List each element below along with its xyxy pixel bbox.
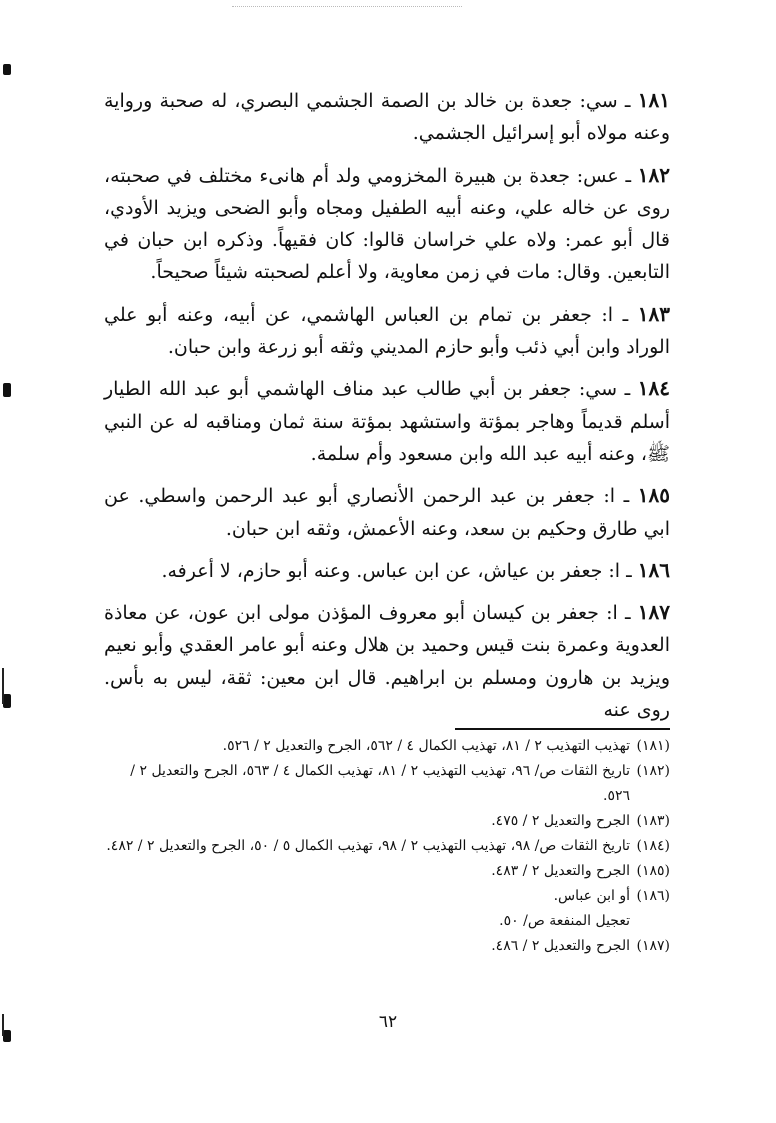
entry-text: ا: جعفر بن تمام بن العباس الهاشمي، عن أبيه، وعنه أبو علي الوراد وابن أبي ذئب وأبو حازم المديني وثقه أبو زرعة وابن حبان.	[104, 303, 670, 359]
scan-artifact	[3, 694, 11, 708]
entry-186	[104, 554, 670, 587]
footnote-text: تعجيل المنفعة ص/ ٥٠.	[499, 913, 630, 929]
footnote	[104, 759, 670, 809]
entry-number: ١٨٤	[637, 376, 670, 401]
entry-dash: ـ	[622, 303, 629, 326]
entry-text: ا: جعفر بن عبد الرحمن الأنصاري أبو عبد الرحمن واسطي. عن ابي طارق وحكيم بن سعد، وعنه الأعمش، وثقه ابن حبان.	[104, 485, 670, 540]
entry-dash: ـ	[625, 164, 632, 187]
entry-182	[104, 159, 670, 289]
footnote	[104, 934, 670, 959]
footnote-number: (١٨١)	[636, 738, 670, 754]
footnote	[104, 884, 670, 909]
entry-number: ١٨٦	[637, 557, 670, 582]
footnote-text: تاريخ الثقات ص/ ٩٦، تهذيب التهذيب ٢ / ٨١، تهذيب الكمال ٤ / ٥٦٣، الجرح والتعديل ٢ / ٥٢٦.	[130, 763, 630, 804]
entry-text: سي: جعفر بن أبي طالب عبد مناف الهاشمي أبو عبد الله الطيار أسلم قديماً وهاجر بمؤتة واستشهد بمؤتة سنة ثمان ومناقبه له عن النبي ﷺ، وعنه أبيه عبد الله وابن مسعود وأم سلمة.	[104, 378, 670, 465]
page-number: ٦٢	[378, 1012, 398, 1032]
scan-artifact	[2, 668, 4, 704]
footnote	[104, 809, 670, 834]
entry-dash: ـ	[626, 559, 632, 582]
entry-187	[104, 596, 670, 726]
footnote-text: تهذيب التهذيب ٢ / ٨١، تهذيب الكمال ٤ / ٥٦٢، الجرح والتعديل ٢ / ٥٢٦.	[222, 738, 630, 754]
entry-number: ١٨١	[637, 88, 671, 112]
entry-181	[104, 84, 670, 150]
footnotes	[104, 734, 670, 959]
footnote-continuation	[104, 909, 670, 934]
entry-number: ١٨٥	[637, 483, 670, 508]
entry-text: سي: جعدة بن خالد بن الصمة الجشمي البصري، له صحبة ورواية وعنه مولاه أبو إسرائيل الجشمي.	[104, 90, 670, 145]
entry-number: ١٨٣	[637, 301, 670, 326]
entry-dash: ـ	[623, 485, 630, 508]
footnote	[104, 859, 670, 884]
footnote	[104, 734, 670, 759]
entry-number: ١٨٧	[637, 600, 671, 625]
scan-artifact	[232, 6, 462, 8]
entry-text: ا: جعفر بن عياش، عن ابن عباس. وعنه أبو حازم، لا أعرفه.	[161, 559, 621, 582]
footnote-text: الجرح والتعديل ٢ / ٤٨٣.	[491, 863, 630, 879]
footnote-divider	[455, 728, 670, 730]
entry-dash: ـ	[624, 90, 631, 112]
entry-dash: ـ	[624, 602, 631, 625]
footnote-number: (١٨٣)	[636, 813, 670, 829]
footnote-number: (١٨٧)	[636, 938, 670, 954]
entry-183	[104, 298, 670, 364]
entry-dash: ـ	[624, 378, 631, 401]
footnote-text: الجرح والتعديل ٢ / ٤٧٥.	[491, 813, 630, 829]
footnote	[104, 834, 670, 859]
entry-number: ١٨٢	[637, 162, 670, 187]
scan-artifact	[3, 383, 11, 397]
footnote-text: تاريخ الثقات ص/ ٩٨، تهذيب التهذيب ٢ / ٩٨، تهذيب الكمال ٥ / ٥٠، الجرح والتعديل ٢ / ٤٨٢.	[106, 838, 630, 854]
footnote-number: (١٨٢)	[636, 763, 670, 779]
scan-artifact	[3, 64, 11, 75]
footnote-text: الجرح والتعديل ٢ / ٤٨٦.	[491, 938, 630, 954]
entry-text: عس: جعدة بن هبيرة المخزومي ولد أم هانىء مختلف في صحبته، روى عن خاله علي، وعنه أبيه الطفيل ومجاه وأبو الضحى ويزيد الأودي، قال أبو عمر: ولاه علي خراسان قالوا: كان فقيهاً. وذكره ابن حبان في التابعين. وقال: مات في زمن معاوية، ولا أعلم لصحبته شيئاً صحيحاً.	[104, 164, 670, 284]
footnote-number: (١٨٥)	[636, 863, 670, 879]
footnote-number: (١٨٤)	[636, 838, 670, 854]
footnote-number: (١٨٦)	[636, 888, 670, 904]
main-text	[104, 84, 670, 735]
footnote-text: أو ابن عباس.	[553, 888, 630, 904]
entry-184	[104, 372, 670, 470]
entry-text: ا: جعفر بن كيسان أبو معروف المؤذن مولى ابن عون، عن معاذة العدوية وعمرة بنت قيس وحميد بن هلال وعنه أبو عامر العقدي وأبو نعيم ويزيد بن هارون ومسلم بن ابراهيم. قال ابن معين: ثقة، ليس به بأس. روى عنه	[104, 602, 670, 722]
entry-185	[104, 479, 670, 545]
